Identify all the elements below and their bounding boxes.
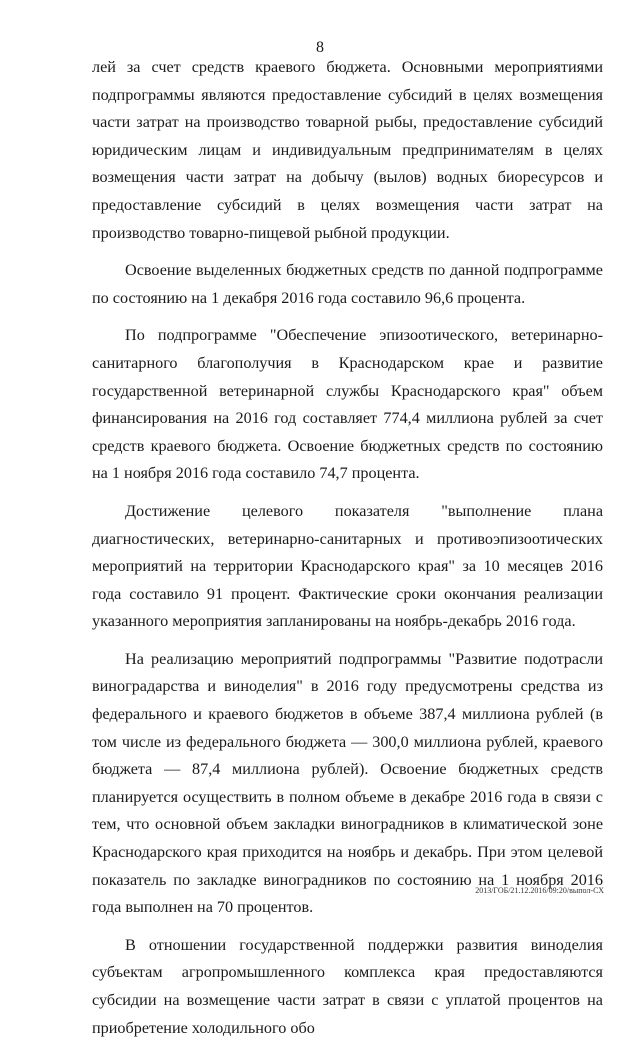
paragraph-winemaking-support: В отношении государственной поддержки развития виноделия субъектам агропромышленного комплекса края предоставляются субсидии на возмещение части затрат в связи с уплатой процентов на приобретение холодильного обо [92, 935, 603, 1037]
paragraph-budget-utilization: Освоение выделенных бюджетных средств по данной подпрограмме по состоянию на 1 декабря 2016 года составило 96,6 процента. [92, 261, 603, 307]
paragraph-veterinary-subprogram: По подпрограмме "Обеспечение эпизоотического, ветеринарно-санитарного благополучия в Краснодарском крае и развитие государственной ветеринарной службы Краснодарского края" объем финансирования на 2016 год составляет 774,4 миллиона рублей за счет средств краевого бюджета. Освоение бюджетных средств по состоянию на 1 ноября 2016 года составило 74,7 процента. [92, 326, 603, 483]
paragraph-target-indicator: Достижение целевого показателя "выполнение плана диагностических, ветеринарно-санитарных и противоэпизоотических мероприятий на территории Краснодарского края" за 10 месяцев 2016 года составило 91 процент. Фактические сроки окончания реализации указанного мероприятия запланированы на ноябрь-декабрь 2016 года. [92, 501, 603, 631]
page-number: 8 [316, 39, 324, 56]
paragraph-viticulture-subprogram: На реализацию мероприятий подпрограммы "Развитие подотрасли виноградарства и виноделия" в 2016 году предусмотрены средства из федерального и краевого бюджетов в объеме 387,4 миллиона рублей (в том числе из федерального бюджета — 300,0 миллиона рублей, краевого бюджета — 87,4 миллиона рублей). Освоение бюджетных средств планируется осуществить в полном объеме в декабре 2016 года в связи с тем, что основной объем закладки виноградников в климатической зоне Краснодарского края приходится на ноябрь и декабрь. При этом целевой показатель по закладке виноградников по состоянию на 1 ноября 2016 года выполнен на 70 процентов. [92, 649, 603, 917]
paragraph-subprogram-measures: лей за счет средств краевого бюджета. Основными мероприятиями подпрограммы являются предоставление субсидий в целях возмещения части затрат на производство товарной рыбы, предоставление субсидий юридическим лицам и индивидуальным предпринимателям в целях возмещения части затрат на добычу (вылов) водных биоресурсов и предоставление субсидий в целях возмещения части затрат на производство товарно-пищевой рыбной продукции. [92, 58, 603, 242]
document-footer-code: 2013/ГОБ/21.12.2016/09:20/выпол-СХ [475, 886, 604, 895]
